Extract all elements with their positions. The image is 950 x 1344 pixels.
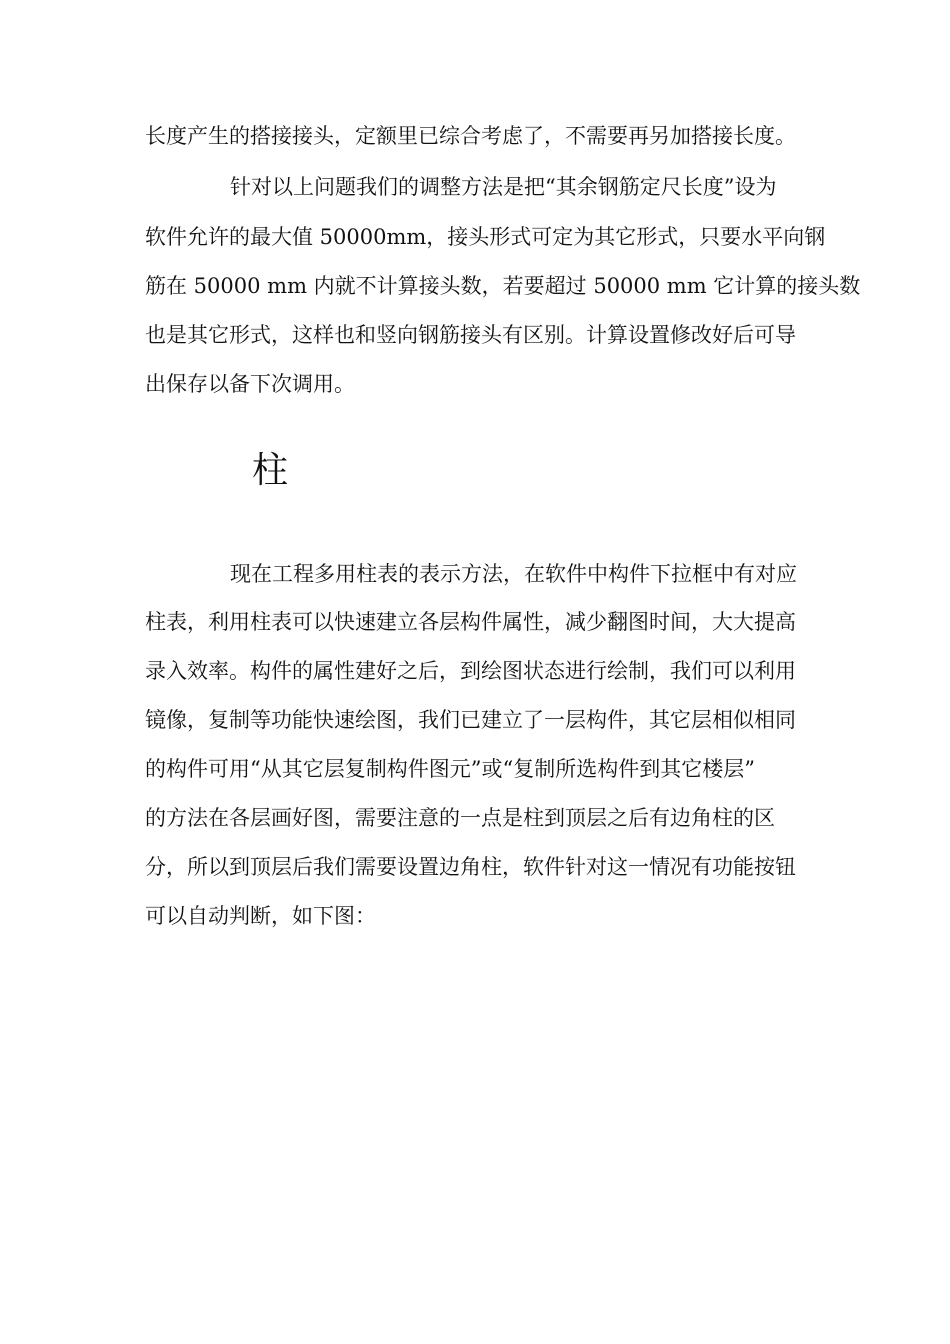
paragraph3-line-5: 的构件可用“从其它层复制构件图元”或“复制所选构件到其它楼层”	[145, 757, 755, 781]
paragraph2-line-2: 软件允许的最大值 50000mm，接头形式可定为其它形式，只要水平向钢	[145, 225, 826, 249]
paragraph3-line-8: 可以自动判断，如下图：	[145, 904, 376, 928]
paragraph3-line-7: 分，所以到顶层后我们需要设置边角柱，软件针对这一情况有功能按钮	[145, 855, 796, 879]
paragraph3-line-2: 柱表，利用柱表可以快速建立各层构件属性，减少翻图时间，大大提高	[145, 610, 796, 634]
paragraph3-line-3: 录入效率。构件的属性建好之后，到绘图状态进行绘制，我们可以利用	[145, 659, 796, 683]
paragraph2-line-3: 筋在 50000 mm 内就不计算接头数，若要超过 50000 mm 它计算的接头数	[145, 274, 861, 298]
paragraph2-line-4: 也是其它形式，这样也和竖向钢筋接头有区别。计算设置修改好后可导	[145, 323, 796, 347]
section-heading: 柱	[252, 450, 289, 491]
paragraph2-line-1: 针对以上问题我们的调整方法是把“其余钢筋定尺长度”设为	[230, 175, 777, 199]
paragraph2-line-5: 出保存以备下次调用。	[145, 372, 355, 396]
paragraph3-line-1: 现在工程多用柱表的表示方法，在软件中构件下拉框中有对应	[230, 562, 797, 586]
paragraph3-line-6: 的方法在各层画好图，需要注意的一点是柱到顶层之后有边角柱的区	[145, 806, 775, 830]
paragraph3-line-4: 镜像，复制等功能快速绘图，我们已建立了一层构件，其它层相似相同	[145, 708, 796, 732]
paragraph1-line-1: 长度产生的搭接接头，定额里已综合考虑了，不需要再另加搭接长度。	[145, 124, 796, 148]
